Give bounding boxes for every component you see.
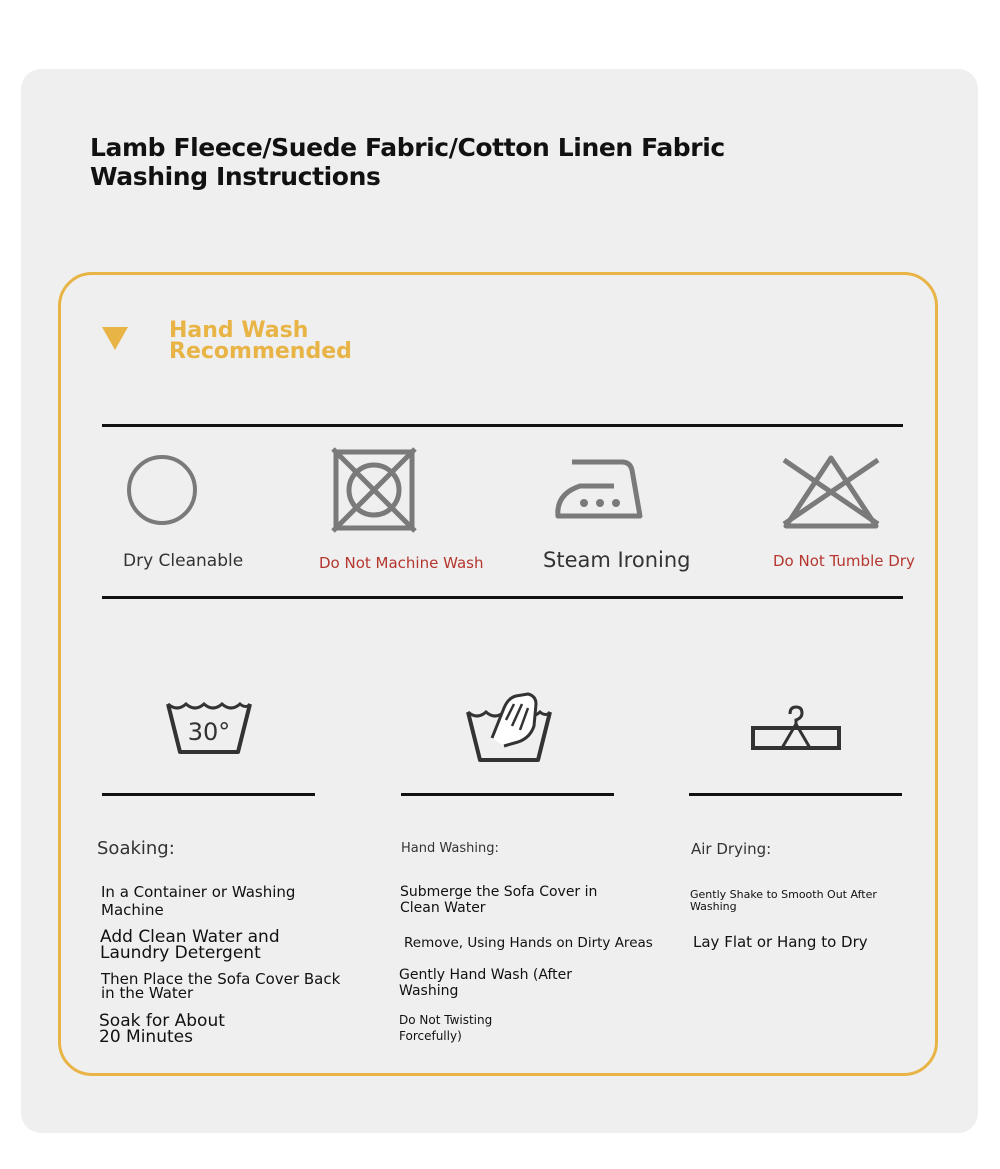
iron-icon xyxy=(552,456,646,522)
steam-ironing-label: Steam Ironing xyxy=(543,548,691,572)
symbols-bottom-rule xyxy=(102,596,903,599)
temperature-label: 30° xyxy=(187,718,231,746)
hand-wash-heading: Hand Wash Recommended xyxy=(169,318,352,364)
hand-washing-step-3: Gently Hand Wash (After Washing xyxy=(399,967,572,999)
page-title: Lamb Fleece/Suede Fabric/Cotton Linen Fabric Washing Instructions xyxy=(90,133,725,191)
air-drying-rule xyxy=(689,793,902,796)
hanger-icon xyxy=(750,704,842,754)
hand-washing-rule xyxy=(401,793,614,796)
triangle-down-icon xyxy=(102,327,128,350)
soaking-step-3: Then Place the Sofa Cover Back in the Water xyxy=(101,970,341,1002)
hand-washing-heading: Hand Washing: xyxy=(401,841,499,856)
crossed-washer-icon xyxy=(330,446,418,534)
soaking-rule xyxy=(102,793,315,796)
hand-washing-step-4: Do Not Twisting Forcefully) xyxy=(399,1013,493,1043)
soaking-heading: Soaking: xyxy=(97,838,175,859)
air-drying-step-2: Lay Flat or Hang to Dry xyxy=(693,933,868,951)
hand-wash-tub-icon xyxy=(464,690,554,764)
soaking-step-4: Soak for About 20 Minutes xyxy=(99,1011,225,1047)
hand-washing-step-2: Remove, Using Hands on Dirty Areas xyxy=(404,935,653,951)
symbols-top-rule xyxy=(102,424,903,427)
circle-icon xyxy=(124,452,200,528)
hand-washing-step-1: Submerge the Sofa Cover in Clean Water xyxy=(400,884,598,916)
dry-cleanable-label: Dry Cleanable xyxy=(123,551,244,571)
soaking-step-1: In a Container or Washing Machine xyxy=(101,883,296,919)
do-not-tumble-dry-label: Do Not Tumble Dry xyxy=(773,552,915,570)
wash-tub-30-icon xyxy=(164,698,254,758)
air-drying-step-1: Gently Shake to Smooth Out After Washing xyxy=(690,888,877,913)
do-not-machine-wash-label: Do Not Machine Wash xyxy=(319,554,484,572)
soaking-step-2: Add Clean Water and Laundry Detergent xyxy=(100,927,280,963)
air-drying-heading: Air Drying: xyxy=(691,840,772,858)
crossed-triangle-icon xyxy=(778,452,884,530)
